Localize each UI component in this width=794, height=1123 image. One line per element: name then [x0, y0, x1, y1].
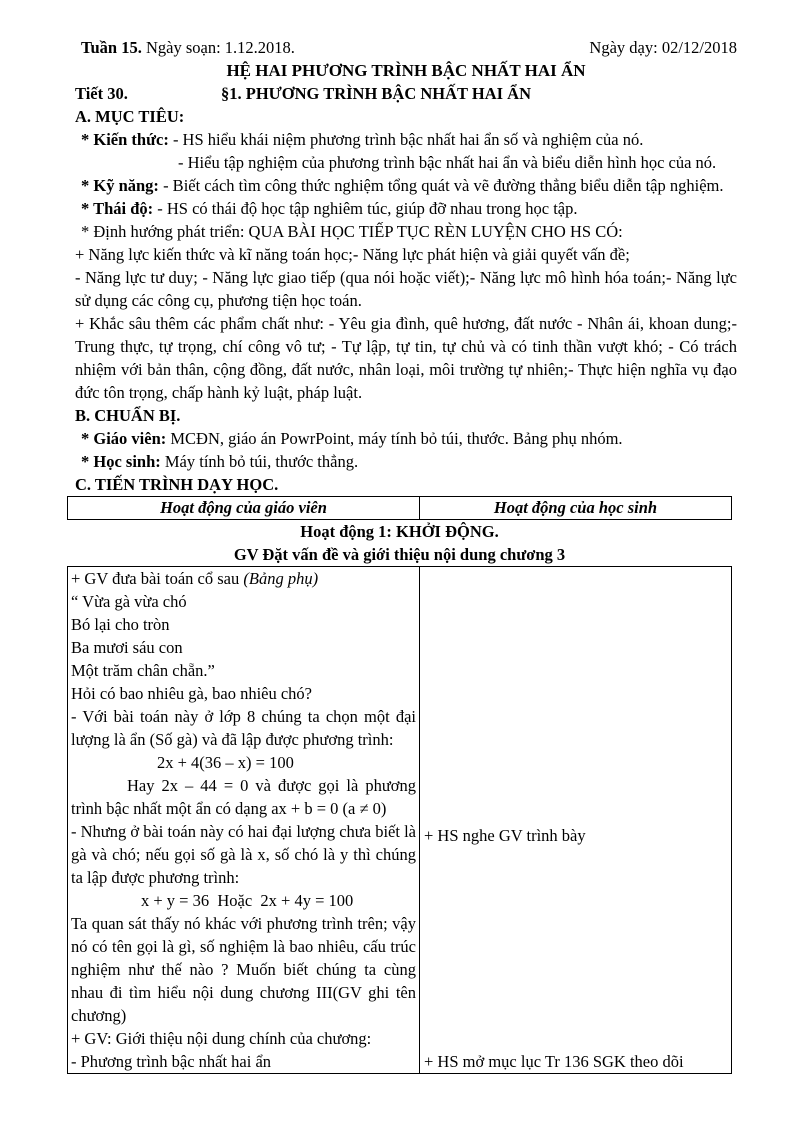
teacher-prep-text: MCĐN, giáo án PowrPoint, máy tính bỏ túi, thước. Bảng phụ nhóm.: [166, 429, 623, 448]
header-row: [75, 36, 737, 59]
skill-paragraph: [75, 174, 737, 197]
lesson-plan-page: [71, 36, 737, 1074]
poem-line-1: “ Vừa gà vừa chó: [71, 592, 187, 611]
header-left: [81, 36, 295, 59]
question-line: Hỏi có bao nhiêu gà, bao nhiêu chó?: [71, 684, 313, 703]
student-prep-line: [75, 450, 737, 473]
prep-date: Ngày soạn: 1.12.2018.: [141, 38, 295, 57]
section-title-text: . PHƯƠNG TRÌNH BẬC NHẤT HAI ẨN: [237, 84, 532, 103]
teacher-prep-line: [75, 427, 737, 450]
knowledge-label: * Kiến thức:: [81, 130, 169, 149]
orientation-line: * Định hướng phát triển: QUA BÀI HỌC TIẾP TỤC RÈN LUYỆN CHO HS CÓ:: [81, 222, 623, 241]
equation-1: 2x + 4(36 – x) = 100: [157, 753, 294, 772]
intro-line: [71, 567, 416, 590]
intro-text: + GV đưa bài toán cổ sau: [71, 569, 244, 588]
equation-2: x + y = 36 Hoặc 2x + 4y = 100: [141, 891, 354, 910]
paragraph-1: - Với bài toán này ở lớp 8 chúng ta chọn một đại lượng là ẩn (Số gà) và đã lập được phương trình:: [71, 707, 416, 749]
attitude-line: [75, 197, 737, 220]
paragraph-5: + GV: Giới thiệu nội dung chính của chương:: [71, 1029, 372, 1048]
objectives-heading: A. MỤC TIÊU:: [75, 107, 185, 126]
attitude-text: - HS có thái độ học tập nghiêm túc, giúp đỡ nhau trong học tập.: [153, 199, 578, 218]
activity-table: [67, 496, 732, 520]
skill-text: - Biết cách tìm công thức nghiệm tổng quát và vẽ đường thẳng biểu diễn tập nghiệm.: [158, 176, 724, 195]
student-activity-cell: [420, 567, 732, 1074]
teach-date: Ngày dạy: 02/12/2018: [589, 38, 737, 57]
poem-line-3: Ba mươi sáu con: [71, 638, 183, 657]
knowledge-line-1: [75, 128, 737, 151]
paragraph-4: Ta quan sát thấy nó khác với phương trình trên; vậy nó có tên gọi là gì, số nghiệm là bao nhiêu, cấu trúc nghiệm như thế nào ? Muốn biết chúng ta cùng nhau đi tìm hiểu nội dung chương III(GV ghi tên chương): [71, 914, 416, 1025]
qualities-paragraph: + Khắc sâu thêm các phẩm chất như: - Yêu gia đình, quê hương, đất nước - Nhân ái, khoan dung;- Trung thực, tự trọng, chí công vô tư; - Tự lập, tự tin, tự chủ và có tinh thần vượt khó; - Có trách nhiệm với bản thân, cộng đồng, đất nước, nhân loại, môi trường tự nhiên;- Thực hiện nghĩa vụ đạo đức tôn trọng, chấp hành kỷ luật, pháp luật.: [75, 314, 737, 402]
table-header-row: [68, 497, 732, 520]
week-label: Tuần 15.: [81, 38, 142, 57]
teacher-activity-cell: [68, 567, 420, 1074]
period-label: Tiết 30.: [75, 84, 128, 103]
competence-2: - Năng lực tư duy; - Năng lực giao tiếp (qua nói hoặc viết);- Năng lực mô hình hóa toán;- Năng lực sử dụng các công cụ, phương tiện học toán.: [75, 268, 737, 310]
table-row: [68, 567, 732, 1074]
process-heading: C. TIẾN TRÌNH DẠY HỌC.: [75, 475, 279, 494]
paragraph-6: - Phương trình bậc nhất hai ẩn: [71, 1052, 272, 1071]
knowledge-line-2: [75, 151, 737, 174]
activity-title: Hoạt động 1: KHỞI ĐỘNG.: [300, 522, 499, 541]
col-header-student: Hoạt động của học sinh: [420, 497, 732, 520]
student-note-1: + HS nghe GV trình bày: [424, 826, 586, 845]
chapter-title: HỆ HAI PHƯƠNG TRÌNH BẬC NHẤT HAI ẨN: [226, 61, 586, 80]
knowledge-text-2: - Hiểu tập nghiệm của phương trình bậc nhất hai ẩn và biểu diễn hình học của nó.: [178, 153, 717, 172]
section-prefix: §1: [221, 84, 238, 103]
student-prep-label: * Học sinh:: [81, 452, 161, 471]
col-header-teacher: Hoạt động của giáo viên: [68, 497, 420, 520]
section-title: [221, 82, 531, 105]
knowledge-text-1: - HS hiểu khái niệm phương trình bậc nhất hai ẩn số và nghiệm của nó.: [168, 130, 644, 149]
activity-subtitle: GV Đặt vấn đề và giới thiệu nội dung chương 3: [233, 545, 566, 564]
lesson-title-row: [75, 82, 737, 105]
skill-label: * Kỹ năng:: [81, 176, 159, 195]
student-note-2: + HS mở mục lục Tr 136 SGK theo dõi: [424, 1052, 684, 1071]
activity-body-table: [67, 566, 732, 1074]
competence-1: + Năng lực kiến thức và kĩ năng toán học;- Năng lực phát hiện và giải quyết vấn đề;: [75, 245, 630, 264]
preparation-heading: B. CHUẨN BỊ.: [75, 406, 181, 425]
paragraph-2: Hay 2x – 44 = 0 và được gọi là phương trình bậc nhất một ẩn có dạng ax + b = 0 (a ≠ 0): [71, 776, 416, 818]
attitude-label: * Thái độ:: [81, 199, 154, 218]
poem-line-4: Một trăm chân chẵn.”: [71, 661, 215, 680]
student-prep-text: Máy tính bỏ túi, thước thẳng.: [160, 452, 359, 471]
paragraph-3: - Nhưng ở bài toán này có hai đại lượng chưa biết là gà và chó; nếu gọi số gà là x, số chó là y thì chúng ta lập được phương trình:: [71, 822, 416, 887]
teacher-prep-label: * Giáo viên:: [81, 429, 167, 448]
intro-italic: (Bảng phụ): [243, 569, 319, 588]
poem-line-2: Bó lại cho tròn: [71, 615, 170, 634]
